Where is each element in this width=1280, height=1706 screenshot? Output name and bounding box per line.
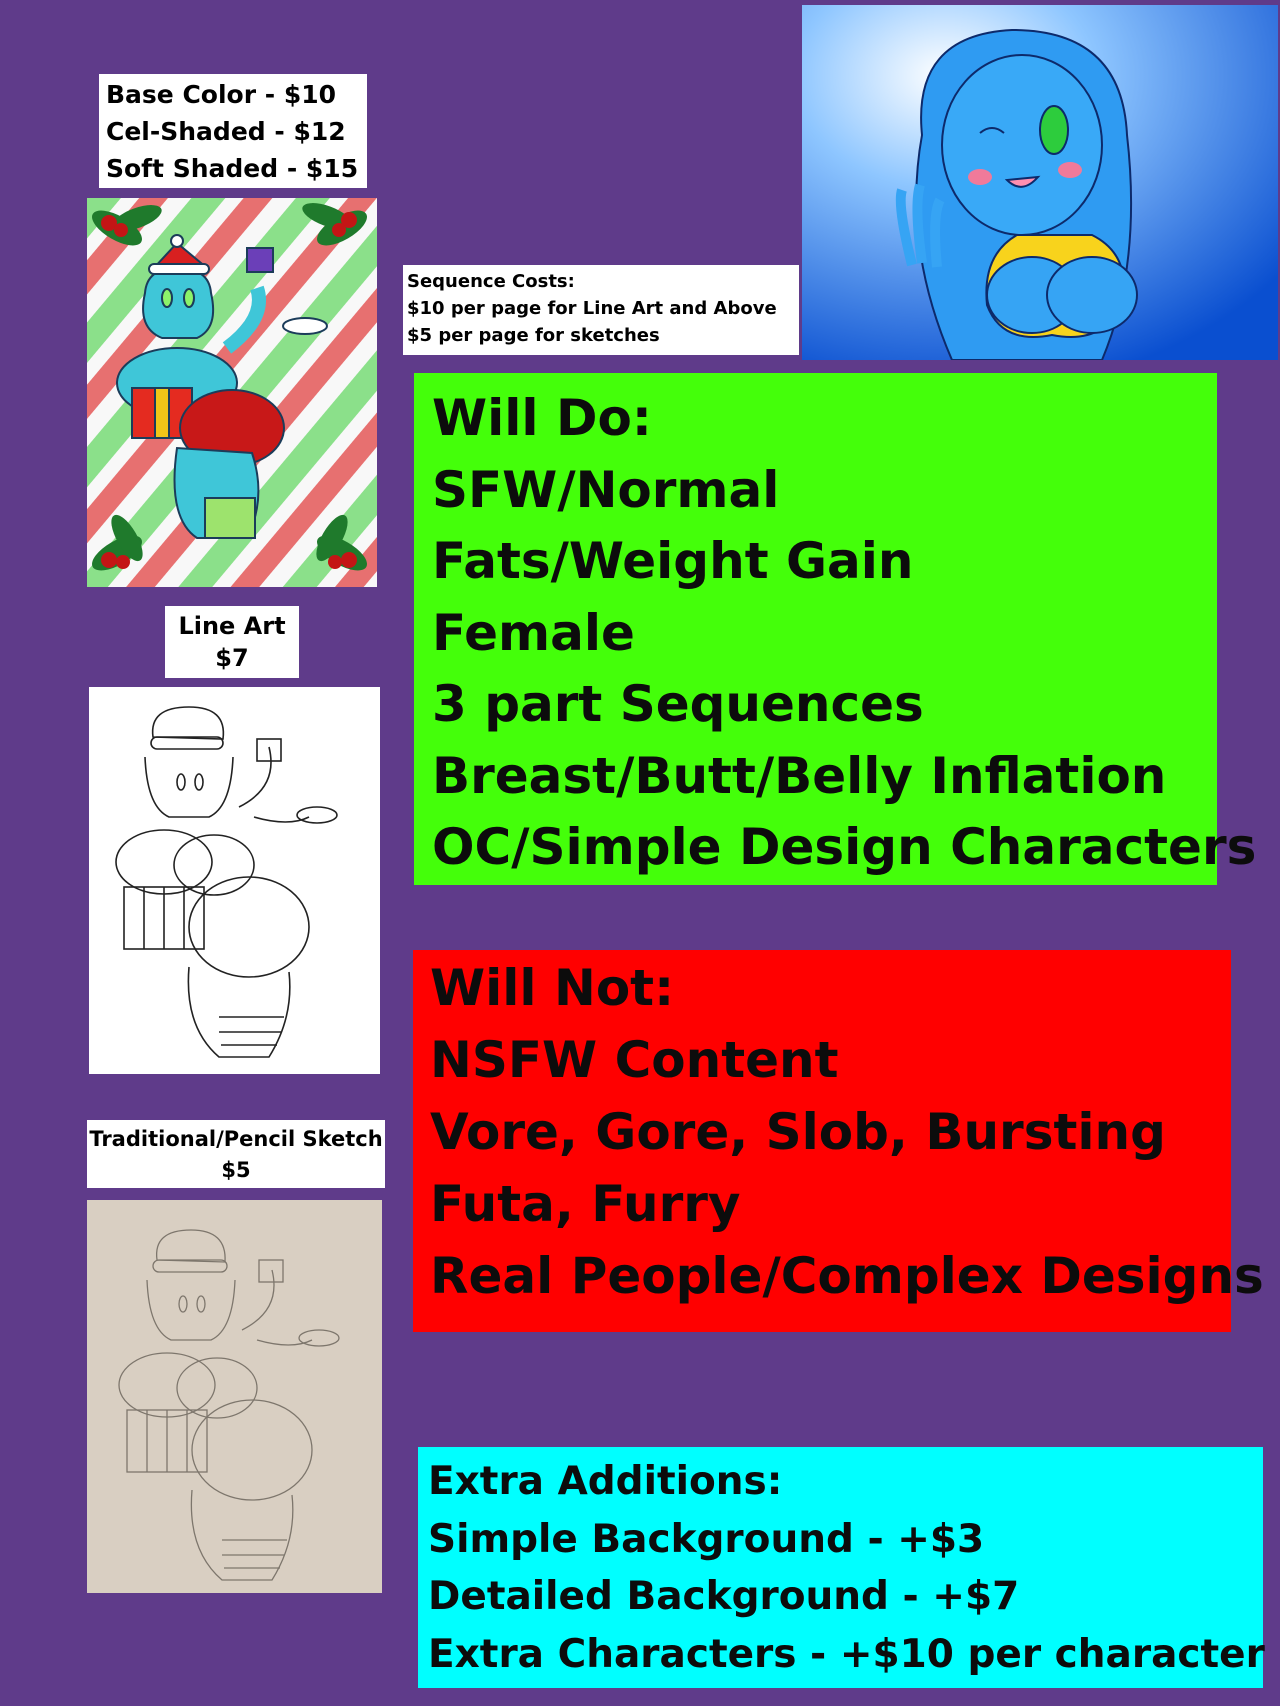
cel-shaded-price: Cel-Shaded - $12	[106, 117, 346, 146]
line-art-example-artwork	[89, 687, 380, 1074]
featured-character-artwork	[802, 5, 1278, 360]
will-do-heading: Will Do:	[432, 389, 652, 447]
will-do-item: Breast/Butt/Belly Inflation	[432, 746, 1167, 805]
will-not-heading: Will Not:	[430, 959, 675, 1017]
sketch-price-label	[87, 1120, 385, 1188]
sketch-price: $5	[221, 1158, 251, 1182]
base-color-price: Base Color - $10	[106, 80, 337, 109]
colored-example-artwork	[87, 198, 377, 587]
sequence-sketch-cost: $5 per page for sketches	[407, 325, 660, 346]
extra-addition-item: Detailed Background - +$7	[428, 1574, 1020, 1619]
will-not-item: NSFW Content	[430, 1031, 839, 1089]
color-price-label	[99, 74, 367, 188]
extra-addition-item: Simple Background - +$3	[428, 1516, 985, 1562]
will-do-panel	[414, 373, 1257, 885]
extra-additions-heading: Extra Additions:	[428, 1459, 783, 1504]
extra-additions-panel	[418, 1447, 1263, 1688]
will-do-item: SFW/Normal	[432, 460, 780, 519]
pencil-sketch-example-artwork	[87, 1200, 382, 1593]
will-do-item: 3 part Sequences	[432, 675, 924, 733]
will-not-panel	[413, 950, 1264, 1332]
sketch-title: Traditional/Pencil Sketch	[89, 1127, 383, 1151]
line-art-price: $7	[215, 644, 249, 672]
will-do-item: OC/Simple Design Characters	[432, 818, 1257, 876]
sequence-costs-title: Sequence Costs:	[407, 271, 575, 292]
will-not-item: Real People/Complex Designs	[430, 1247, 1264, 1305]
line-art-title: Line Art	[178, 612, 286, 640]
sequence-line-art-cost: $10 per page for Line Art and Above	[407, 298, 777, 319]
extra-addition-item: Extra Characters - +$10 per character	[428, 1631, 1265, 1677]
line-art-price-label	[165, 606, 299, 678]
will-do-item: Fats/Weight Gain	[432, 532, 914, 590]
soft-shaded-price: Soft Shaded - $15	[106, 154, 359, 183]
sequence-costs-label	[403, 265, 799, 355]
will-do-item: Female	[432, 603, 635, 662]
will-not-item: Futa, Furry	[430, 1175, 741, 1233]
will-not-item: Vore, Gore, Slob, Bursting	[430, 1103, 1166, 1161]
